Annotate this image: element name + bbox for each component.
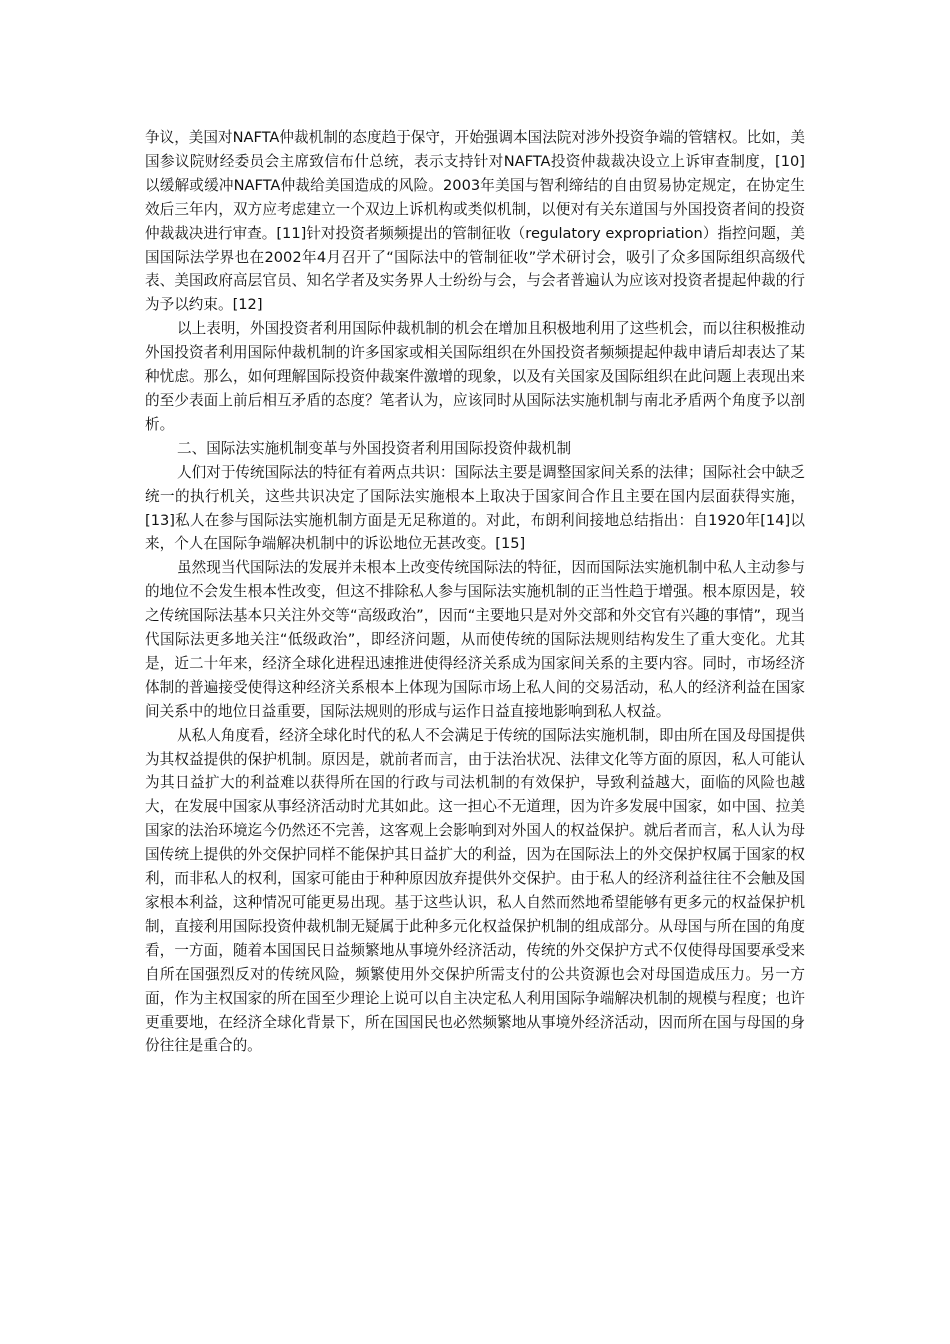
paragraph-continuation: 争议，美国对NAFTA仲裁机制的态度趋于保守，开始强调本国法院对涉外投资争端的管辖权。比如，美国参议院财经委员会主席致信布什总统，表示支持针对NAFTA投资仲裁裁决设立上诉审查制度，[10]以缓解或缓冲NAFTA仲裁给美国造成的风险。2003年美国与智利缔结的自由贸易协定规定，在协定生效后三年内，双方应考虑建立一个双边上诉机构或类似机制，以便对有关东道国与外国投资者间的投资仲裁裁决进行审查。[11]针对投资者频频提出的管制征收（regulatory expropriation）指控问题，美国国际法学界也在2002年4月召开了“国际法中的管制征收”学术研讨会，吸引了众多国际组织高级代表、美国政府高层官员、知名学者及实务界人士纷纷与会，与会者普遍认为应该对投资者提起仲裁的行为予以约束。[12] — [145, 129, 805, 314]
paragraph-private-perspective: 从私人角度看，经济全球化时代的私人不会满足于传统的国际法实施机制，即由所在国及母国提供为其权益提供的保护机制。原因是，就前者而言，由于法治状况、法律文化等方面的原因，私人可能认为其日益扩大的利益难以获得所在国的行政与司法机制的有效保护，导致利益越大，面临的风险也越大，在发展中国家从事经济活动时尤其如此。这一担心不无道理，因为许多发展中国家，如中国、拉美国家的法治环境迄今仍然还不完善，这客观上会影响到对外国人的权益保护。就后者而言，私人认为母国传统上提供的外交保护同样不能保护其日益扩大的利益，因为在国际法上的外交保护权属于国家的权利，而非私人的权利，国家可能由于种种原因放弃提供外交保护。由于私人的经济利益往往不会触及国家根本利益，这种情况可能更易出现。基于这些认识，私人自然而然地希望能够有更多元的权益保护机制，直接利用国际投资仲裁机制无疑属于此种多元化权益保护机制的组成部分。从母国与所在国的角度看，一方面，随着本国国民日益频繁地从事境外经济活动，传统的外交保护方式不仅使得母国要承受来自所在国强烈反对的传统风险，频繁使用外交保护所需支付的公共资源也会对母国造成压力。另一方面，作为主权国家的所在国至少理论上说可以自主决定私人利用国际争端解决机制的规模与程度；也许更重要地，在经济全球化背景下，所在国国民也必然频繁地从事境外经济活动，因而所在国与母国的身份往往是重合的。 — [145, 726, 805, 1055]
paragraph-consensus: 人们对于传统国际法的特征有着两点共识：国际法主要是调整国家间关系的法律；国际社会中缺乏统一的执行机关，这些共识决定了国际法实施根本上取决于国家间合作且主要在国内层面获得实施，[13]私人在参与国际法实施机制方面是无足称道的。对此，布朗利间接地总结指出：自1920年[14]以来，个人在国际争端解决机制中的诉讼地位无甚改变。[15] — [145, 463, 805, 553]
section-heading: 二、国际法实施机制变革与外国投资者利用国际投资仲裁机制 — [177, 439, 572, 457]
document-body — [145, 126, 805, 1058]
paragraph-summary: 以上表明，外国投资者利用国际仲裁机制的机会在增加且积极地利用了这些机会，而以往积极推动外国投资者利用国际仲裁机制的许多国家或相关国际组织在外国投资者频频提起仲裁申请后却表达了某种忧虑。那么，如何理解国际投资仲裁案件激增的现象，以及有关国家及国际组织在此问题上表现出来的至少表面上前后相互矛盾的态度？笔者认为，应该同时从国际法实施机制与南北矛盾两个角度予以剖析。 — [145, 320, 805, 433]
paragraph-modern-law: 虽然现当代国际法的发展并未根本上改变传统国际法的特征，因而国际法实施机制中私人主动参与的地位不会发生根本性改变，但这不排除私人参与国际法实施机制的正当性趋于增强。根本原因是，较之传统国际法基本只关注外交等“高级政治”，因而“主要地只是对外交部和外交官有兴趣的事情”，现当代国际法更多地关注“低级政治”，即经济问题，从而使传统的国际法规则结构发生了重大变化。尤其是，近二十年来，经济全球化进程迅速推进使得经济关系成为国家间关系的主要内容。同时，市场经济体制的普遍接受使得这种经济关系根本上体现为国际市场上私人间的交易活动，私人的经济利益在国家间关系中的地位日益重要，国际法规则的形成与运作日益直接地影响到私人权益。 — [145, 559, 805, 720]
